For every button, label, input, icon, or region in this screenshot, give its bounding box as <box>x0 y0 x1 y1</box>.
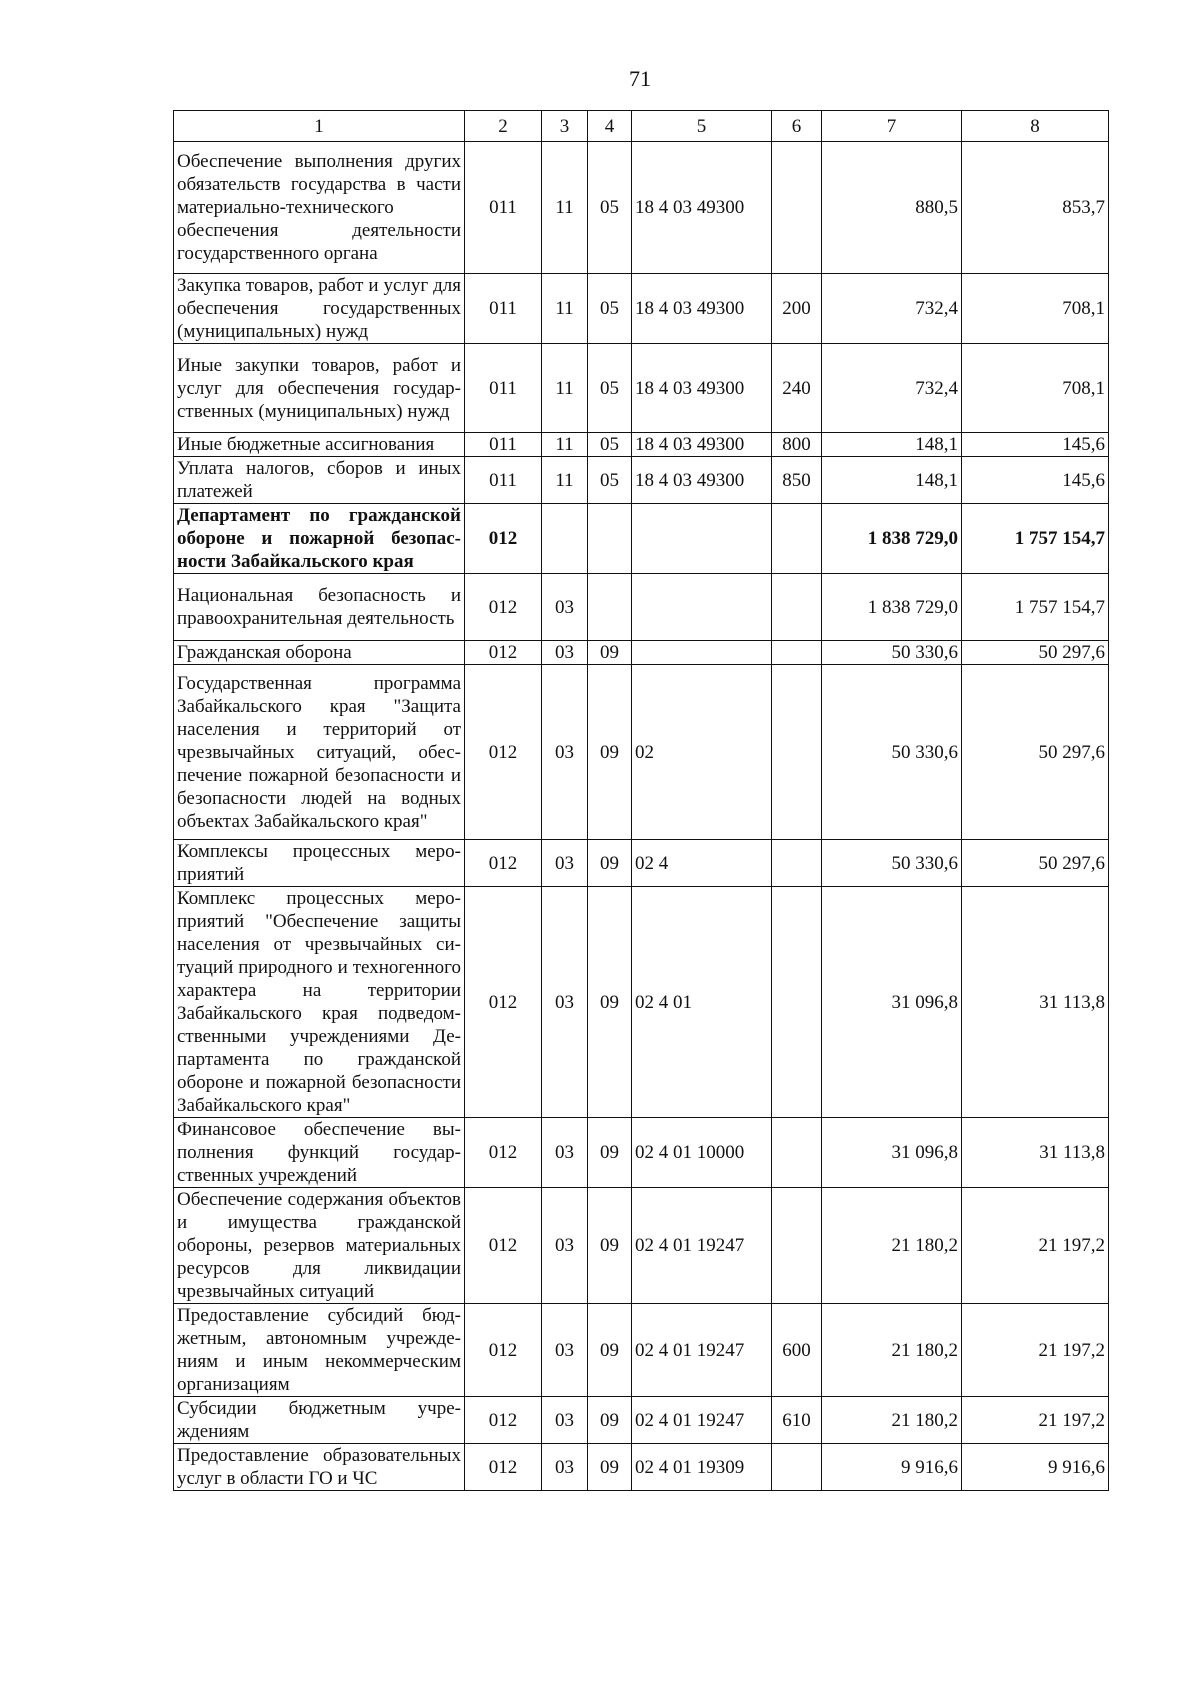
amount-col8-cell: 31 113,8 <box>962 887 1109 1118</box>
section-cell: 03 <box>542 1304 588 1397</box>
header-col-8: 8 <box>962 111 1109 142</box>
row-name-cell: Финансовое обеспечение выполнения функций государственных учреждений <box>174 1118 465 1188</box>
expense-type-cell: 850 <box>772 457 822 504</box>
expense-type-cell: 200 <box>772 274 822 344</box>
admin-code-cell: 011 <box>465 433 542 457</box>
amount-col8-cell: 708,1 <box>962 274 1109 344</box>
amount-col7-cell: 1 838 729,0 <box>822 504 962 574</box>
row-name-cell: Иные закупки товаров, работ и услуг для обеспечения государственных (муниципальных) нужд <box>174 344 465 433</box>
amount-col8-cell: 50 297,6 <box>962 665 1109 840</box>
amount-col7-cell: 732,4 <box>822 344 962 433</box>
expense-type-cell <box>772 887 822 1118</box>
table-row <box>174 433 1109 457</box>
section-cell <box>542 504 588 574</box>
table-row <box>174 641 1109 665</box>
table-row <box>174 887 1109 1118</box>
table-row <box>174 1188 1109 1304</box>
expense-type-cell: 610 <box>772 1397 822 1444</box>
table-row <box>174 665 1109 840</box>
section-cell: 11 <box>542 344 588 433</box>
section-cell: 11 <box>542 433 588 457</box>
row-name-cell: Обеспечение выполнения других обязательств государства в части материально-технического обеспечения деятельности государственного органа <box>174 142 465 274</box>
amount-col8-cell: 9 916,6 <box>962 1444 1109 1491</box>
amount-col8-cell: 31 113,8 <box>962 1118 1109 1188</box>
target-article-cell: 02 <box>632 665 772 840</box>
admin-code-cell: 012 <box>465 504 542 574</box>
amount-col8-cell: 1 757 154,7 <box>962 574 1109 641</box>
admin-code-cell: 011 <box>465 457 542 504</box>
subsection-cell: 09 <box>588 665 632 840</box>
expense-type-cell <box>772 504 822 574</box>
header-col-6: 6 <box>772 111 822 142</box>
table-body <box>174 142 1109 1491</box>
row-name-cell: Закупка товаров, работ и услуг для обеспечения государственных (муниципальных) нужд <box>174 274 465 344</box>
amount-col8-cell: 21 197,2 <box>962 1304 1109 1397</box>
table-row <box>174 1397 1109 1444</box>
table-row <box>174 1444 1109 1491</box>
expense-type-cell <box>772 1118 822 1188</box>
table-row <box>174 840 1109 887</box>
section-cell: 11 <box>542 274 588 344</box>
amount-col7-cell: 50 330,6 <box>822 840 962 887</box>
subsection-cell: 09 <box>588 887 632 1118</box>
amount-col7-cell: 21 180,2 <box>822 1188 962 1304</box>
expense-type-cell: 800 <box>772 433 822 457</box>
row-name-cell: Предоставление образовательных услуг в области ГО и ЧС <box>174 1444 465 1491</box>
subsection-cell: 09 <box>588 1444 632 1491</box>
table-header <box>174 111 1109 142</box>
target-article-cell <box>632 504 772 574</box>
admin-code-cell: 012 <box>465 1444 542 1491</box>
admin-code-cell: 011 <box>465 344 542 433</box>
table-row <box>174 142 1109 274</box>
row-name-cell: Иные бюджетные ассигнования <box>174 433 465 457</box>
table-row <box>174 1118 1109 1188</box>
target-article-cell: 02 4 01 <box>632 887 772 1118</box>
row-name-cell: Национальная безопасность и правоохранительная деятельность <box>174 574 465 641</box>
header-col-3: 3 <box>542 111 588 142</box>
subsection-cell <box>588 504 632 574</box>
row-name-cell: Субсидии бюджетным учреждениям <box>174 1397 465 1444</box>
target-article-cell: 02 4 01 19247 <box>632 1304 772 1397</box>
row-name-cell: Комплекс процессных мероприятий "Обеспечение защиты населения от чрезвычайных ситуаций природного и техногенного характера на территории Забайкальского края подведомственными учреждениями Департамента по гражданской обороне и пожарной безопасности Забайкальского края" <box>174 887 465 1118</box>
subsection-cell: 05 <box>588 433 632 457</box>
amount-col7-cell: 50 330,6 <box>822 665 962 840</box>
section-cell: 03 <box>542 1397 588 1444</box>
admin-code-cell: 012 <box>465 840 542 887</box>
expense-type-cell: 600 <box>772 1304 822 1397</box>
section-cell: 03 <box>542 574 588 641</box>
section-cell: 03 <box>542 1188 588 1304</box>
section-cell: 03 <box>542 641 588 665</box>
subsection-cell: 09 <box>588 1304 632 1397</box>
subsection-cell: 05 <box>588 142 632 274</box>
amount-col7-cell: 31 096,8 <box>822 1118 962 1188</box>
admin-code-cell: 012 <box>465 1188 542 1304</box>
row-name-cell: Предоставление субсидий бюджетным, автономным учреждениям и иным некоммерческим организациям <box>174 1304 465 1397</box>
header-col-1: 1 <box>174 111 465 142</box>
expense-type-cell: 240 <box>772 344 822 433</box>
admin-code-cell: 012 <box>465 665 542 840</box>
row-name-cell: Комплексы процессных мероприятий <box>174 840 465 887</box>
expense-type-cell <box>772 1444 822 1491</box>
amount-col8-cell: 50 297,6 <box>962 840 1109 887</box>
section-cell: 03 <box>542 665 588 840</box>
amount-col8-cell: 708,1 <box>962 344 1109 433</box>
admin-code-cell: 012 <box>465 574 542 641</box>
expense-type-cell <box>772 665 822 840</box>
amount-col8-cell: 21 197,2 <box>962 1188 1109 1304</box>
amount-col7-cell: 50 330,6 <box>822 641 962 665</box>
section-cell: 11 <box>542 142 588 274</box>
header-col-2: 2 <box>465 111 542 142</box>
amount-col8-cell: 145,6 <box>962 457 1109 504</box>
admin-code-cell: 011 <box>465 142 542 274</box>
target-article-cell: 18 4 03 49300 <box>632 344 772 433</box>
section-cell: 03 <box>542 1118 588 1188</box>
subsection-cell <box>588 574 632 641</box>
amount-col7-cell: 21 180,2 <box>822 1397 962 1444</box>
section-cell: 03 <box>542 840 588 887</box>
amount-col8-cell: 853,7 <box>962 142 1109 274</box>
amount-col7-cell: 148,1 <box>822 457 962 504</box>
expense-type-cell <box>772 641 822 665</box>
row-name-cell: Департамент по гражданской обороне и пожарной безопасности Забайкальского края <box>174 504 465 574</box>
section-cell: 11 <box>542 457 588 504</box>
amount-col7-cell: 21 180,2 <box>822 1304 962 1397</box>
target-article-cell <box>632 574 772 641</box>
expense-type-cell <box>772 574 822 641</box>
amount-col8-cell: 50 297,6 <box>962 641 1109 665</box>
section-cell: 03 <box>542 1444 588 1491</box>
expense-type-cell <box>772 840 822 887</box>
subsection-cell: 05 <box>588 274 632 344</box>
target-article-cell: 02 4 01 19309 <box>632 1444 772 1491</box>
section-cell: 03 <box>542 887 588 1118</box>
header-col-5: 5 <box>632 111 772 142</box>
header-row <box>174 111 1109 142</box>
amount-col7-cell: 1 838 729,0 <box>822 574 962 641</box>
amount-col8-cell: 145,6 <box>962 433 1109 457</box>
admin-code-cell: 012 <box>465 1118 542 1188</box>
subsection-cell: 09 <box>588 1118 632 1188</box>
target-article-cell: 02 4 01 10000 <box>632 1118 772 1188</box>
table-row <box>174 574 1109 641</box>
row-name-cell: Гражданская оборона <box>174 641 465 665</box>
target-article-cell: 02 4 01 19247 <box>632 1397 772 1444</box>
target-article-cell: 18 4 03 49300 <box>632 433 772 457</box>
amount-col8-cell: 21 197,2 <box>962 1397 1109 1444</box>
row-name-cell: Уплата налогов, сборов и иных платежей <box>174 457 465 504</box>
subsection-cell: 09 <box>588 1397 632 1444</box>
admin-code-cell: 012 <box>465 887 542 1118</box>
page-number: 71 <box>629 66 651 91</box>
target-article-cell <box>632 641 772 665</box>
admin-code-cell: 012 <box>465 641 542 665</box>
subsection-cell: 09 <box>588 641 632 665</box>
amount-col7-cell: 732,4 <box>822 274 962 344</box>
table-row <box>174 344 1109 433</box>
admin-code-cell: 012 <box>465 1304 542 1397</box>
target-article-cell: 18 4 03 49300 <box>632 274 772 344</box>
table-row <box>174 1304 1109 1397</box>
table-row <box>174 274 1109 344</box>
table-row <box>174 457 1109 504</box>
subsection-cell: 09 <box>588 1188 632 1304</box>
row-name-cell: Обеспечение содержания объектов и имущества гражданской обороны, резервов материальных ресурсов для ликвидации чрезвычайных ситуаций <box>174 1188 465 1304</box>
row-name-cell: Государственная программа Забайкальского края "Защита населения и территорий от чрезвычайных ситуаций, обеспечение пожарной безопасности и безопасности людей на водных объектах Забайкальского края" <box>174 665 465 840</box>
header-col-7: 7 <box>822 111 962 142</box>
target-article-cell: 18 4 03 49300 <box>632 457 772 504</box>
amount-col7-cell: 880,5 <box>822 142 962 274</box>
expense-type-cell <box>772 142 822 274</box>
amount-col8-cell: 1 757 154,7 <box>962 504 1109 574</box>
amount-col7-cell: 31 096,8 <box>822 887 962 1118</box>
admin-code-cell: 012 <box>465 1397 542 1444</box>
target-article-cell: 02 4 01 19247 <box>632 1188 772 1304</box>
amount-col7-cell: 148,1 <box>822 433 962 457</box>
subsection-cell: 05 <box>588 457 632 504</box>
amount-col7-cell: 9 916,6 <box>822 1444 962 1491</box>
admin-code-cell: 011 <box>465 274 542 344</box>
budget-table <box>173 110 1109 1491</box>
subsection-cell: 09 <box>588 840 632 887</box>
table-row <box>174 504 1109 574</box>
expense-type-cell <box>772 1188 822 1304</box>
target-article-cell: 02 4 <box>632 840 772 887</box>
header-col-4: 4 <box>588 111 632 142</box>
target-article-cell: 18 4 03 49300 <box>632 142 772 274</box>
subsection-cell: 05 <box>588 344 632 433</box>
